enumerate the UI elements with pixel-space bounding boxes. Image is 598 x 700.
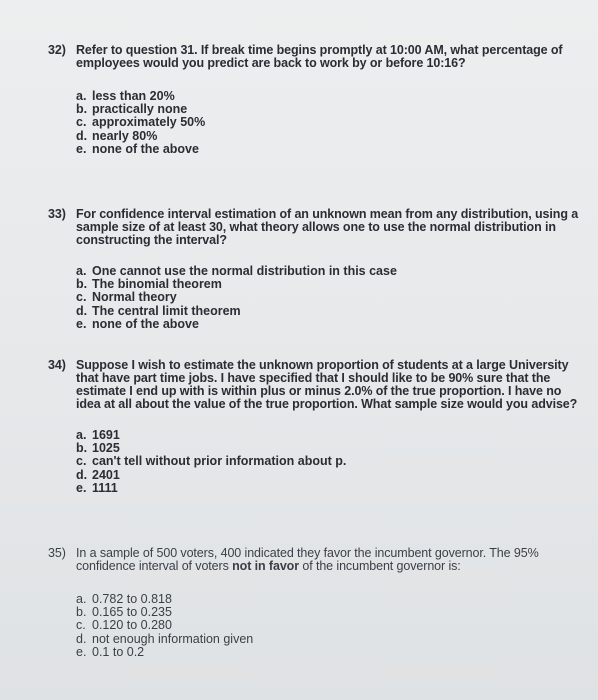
option-letter: b.	[76, 277, 88, 292]
option-text: 1691	[92, 428, 120, 442]
option-letter: d.	[76, 303, 88, 318]
answer-options	[76, 265, 588, 331]
answer-options	[76, 90, 588, 156]
option-e	[76, 482, 588, 495]
answer-options	[76, 593, 588, 659]
option-letter: c.	[76, 618, 86, 633]
option-e	[76, 318, 588, 331]
question-text: Refer to question 31. If break time begins promptly at 10:00 AM, what percentage of employees would you predict are back to work by or before 10:16?	[76, 43, 563, 70]
option-text: The binomial theorem	[92, 277, 222, 292]
option-letter: c.	[76, 454, 87, 469]
question-number: 34)	[48, 358, 66, 372]
option-text: not enough information given	[92, 631, 254, 646]
question-text-emphasis: not in favor	[232, 559, 299, 573]
question-text-start: In a sample of 500 voters, 400 indicated they favor the incumbent governor. The 95% confidence interval of voters	[76, 546, 539, 573]
option-a	[76, 429, 588, 442]
option-text: 0.1 to 0.2	[92, 644, 145, 659]
option-letter: a.	[76, 592, 87, 606]
option-letter: c.	[76, 115, 87, 130]
question-32	[48, 44, 588, 156]
option-d	[76, 469, 588, 482]
option-text: practically none	[92, 102, 188, 117]
answer-options	[76, 429, 588, 495]
option-letter: e.	[76, 480, 87, 495]
option-e	[76, 143, 588, 156]
option-text: 2401	[92, 467, 120, 482]
option-letter: b.	[76, 605, 87, 620]
option-letter: d.	[76, 128, 88, 143]
question-33	[48, 208, 588, 331]
option-e	[76, 646, 588, 659]
option-d	[76, 633, 588, 646]
option-text: none of the above	[92, 141, 199, 156]
option-letter: d.	[76, 467, 88, 482]
option-letter: d.	[76, 631, 87, 646]
option-letter: b.	[76, 441, 88, 456]
option-letter: e.	[76, 316, 87, 331]
question-35	[48, 547, 588, 659]
option-text: 0.165 to 0.235	[92, 605, 172, 620]
option-letter: e.	[76, 644, 87, 659]
option-letter: a.	[76, 428, 87, 442]
option-letter: a.	[76, 89, 87, 103]
option-text: nearly 80%	[92, 128, 158, 143]
option-letter: a.	[76, 264, 87, 278]
option-letter: b.	[76, 102, 88, 117]
option-text: Normal theory	[92, 290, 177, 305]
option-letter: c.	[76, 290, 87, 305]
question-number: 32)	[48, 43, 66, 57]
option-text: The central limit theorem	[92, 303, 241, 318]
question-text: For confidence interval estimation of an unknown mean from any distribution, using a sample size of at least 30, what theory allows one to use the normal distribution in constructing the interval?	[76, 207, 579, 247]
question-text: Suppose I wish to estimate the unknown proportion of students at a large University that have part time jobs. I have specified that I should like to be 90% sure that the estimate I end up with is within plus or minus 2.0% of the true proportion. I have no idea at all about the value of the true proportion. What sample size would you advise?	[76, 358, 578, 411]
option-text: One cannot use the normal distribution in this case	[92, 264, 397, 278]
option-text: can't tell without prior information about p.	[92, 454, 347, 469]
option-c	[76, 455, 588, 468]
question-text-end: of the incumbent governor is:	[302, 559, 461, 573]
question-text	[76, 547, 588, 573]
option-text: 0.782 to 0.818	[92, 592, 172, 606]
option-letter: e.	[76, 141, 87, 156]
option-text: 1025	[92, 441, 120, 456]
option-text: less than 20%	[92, 89, 175, 103]
question-34	[48, 359, 588, 495]
question-number: 33)	[48, 207, 66, 221]
option-text: none of the above	[92, 316, 199, 331]
question-number: 35)	[48, 546, 66, 560]
option-text: 1111	[92, 480, 118, 495]
option-text: 0.120 to 0.280	[92, 618, 172, 633]
option-text: approximately 50%	[92, 115, 206, 130]
